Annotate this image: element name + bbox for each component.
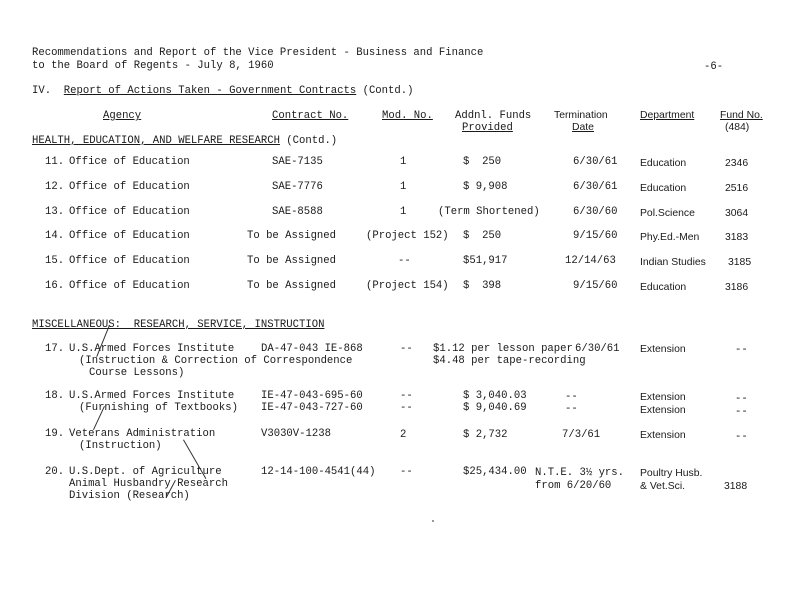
header-line-1: Recommendations and Report of the Vice President - Business and Finance (32, 47, 484, 59)
row-13-contract: SAE-8588 (272, 206, 323, 218)
row-11-agency: Office of Education (69, 156, 190, 168)
col-funds-line-1: Addnl. Funds (455, 110, 532, 122)
row-19-term: 7/3/61 (562, 429, 601, 441)
row-11-contract: SAE-7135 (272, 156, 323, 168)
row-15-fund: 3185 (728, 257, 752, 268)
row-17-funds-2: $4.48 per tape-recording (433, 355, 586, 367)
row-16-funds: $ 398 (463, 280, 502, 292)
row-19-dept: Extension (640, 430, 686, 441)
row-12-mod: 1 (400, 181, 407, 193)
row-12-term: 6/30/61 (573, 181, 618, 193)
row-17-num: 17. (45, 343, 65, 355)
row-11-mod: 1 (400, 156, 407, 168)
row-19-mod: 2 (400, 429, 407, 441)
row-14-mod: (Project 152) (366, 230, 449, 242)
row-18-contract-1: IE-47-043-695-60 (261, 390, 363, 402)
row-13-mod: 1 (400, 206, 407, 218)
col-fund-line-1: Fund No. (720, 110, 763, 121)
row-18-mod-1: -- (400, 390, 413, 402)
row-13-dept: Pol.Science (640, 208, 695, 219)
col-agency: Agency (103, 110, 142, 122)
row-18-fund-1: -- (735, 393, 748, 405)
row-18-dept-1: Extension (640, 392, 686, 403)
row-20-mod: -- (400, 466, 413, 478)
row-17-fund: -- (735, 344, 748, 356)
row-15-contract: To be Assigned (247, 255, 337, 267)
row-12-fund: 2516 (725, 183, 749, 194)
row-11-funds: $ 250 (463, 156, 502, 168)
row-15-dept: Indian Studies (640, 257, 706, 268)
row-16-mod: (Project 154) (366, 280, 449, 292)
row-11-term: 6/30/61 (573, 156, 618, 168)
row-14-num: 14. (45, 230, 65, 242)
row-14-funds: $ 250 (463, 230, 502, 242)
row-19-funds: $ 2,732 (463, 429, 508, 441)
row-18-num: 18. (45, 390, 65, 402)
row-20-dept-2: & Vet.Sci. (640, 481, 686, 492)
row-20-term-2: from 6/20/60 (535, 480, 612, 492)
col-contract: Contract No. (272, 110, 349, 122)
row-13-term: 6/30/60 (573, 206, 618, 218)
row-19-sub-1: (Instruction) (79, 440, 162, 452)
row-18-sub-1: (Furnishing of Textbooks) (79, 402, 238, 414)
row-18-mod-2: -- (400, 402, 413, 414)
row-16-fund: 3186 (725, 282, 749, 293)
row-17-sub-2: Course Lessons) (89, 367, 185, 379)
row-17-contract: DA-47-043 IE-868 (261, 343, 363, 355)
row-15-agency: Office of Education (69, 255, 190, 267)
row-20-fund: 3188 (724, 481, 748, 492)
row-14-contract: To be Assigned (247, 230, 337, 242)
row-14-term: 9/15/60 (573, 230, 618, 242)
row-19-fund: -- (735, 431, 748, 443)
section-title: Report of Actions Taken - Government Contracts (63, 85, 357, 97)
row-17-sub-1: (Instruction & Correction of Correspondence (79, 355, 353, 367)
row-16-dept: Education (640, 282, 687, 293)
row-19-contract: V3030V-1238 (261, 428, 331, 440)
section-contd: (Contd.) (362, 85, 414, 97)
row-18-funds-1: $ 3,040.03 (463, 390, 527, 402)
col-fund-line-2: (484) (725, 122, 750, 133)
row-12-num: 12. (45, 181, 65, 193)
row-17-mod: -- (400, 343, 413, 355)
row-16-num: 16. (45, 280, 65, 292)
col-funds-line-2: Provided (462, 122, 513, 134)
row-20-funds: $25,434.00 (463, 466, 527, 478)
row-18-funds-2: $ 9,040.69 (463, 402, 527, 414)
row-18-fund-2: -- (735, 406, 748, 418)
row-17-funds-1: $1.12 per lesson paper (433, 343, 573, 355)
row-13-fund: 3064 (725, 208, 749, 219)
row-20-sub-1: Animal Husbandry Research (69, 478, 228, 490)
row-12-funds: $ 9,908 (463, 181, 508, 193)
row-15-mod: -- (398, 255, 411, 267)
row-20-agency: U.S.Dept. of Agriculture (69, 466, 222, 478)
row-18-agency: U.S.Armed Forces Institute (69, 390, 235, 402)
hew-heading (32, 135, 337, 147)
row-20-sub-2: Division (Research) (69, 490, 190, 502)
row-20-contract: 12-14-100-4541(44) (261, 466, 376, 478)
row-15-funds: $51,917 (463, 255, 508, 267)
row-11-dept: Education (640, 158, 687, 169)
row-12-contract: SAE-7776 (272, 181, 323, 193)
row-13-funds: (Term Shortened) (438, 206, 540, 218)
row-14-fund: 3183 (725, 232, 749, 243)
row-16-term: 9/15/60 (573, 280, 618, 292)
hew-heading-text: HEALTH, EDUCATION, AND WELFARE RESEARCH (32, 135, 280, 147)
col-term-line-1: Termination (554, 110, 608, 121)
col-mod: Mod. No. (382, 110, 433, 122)
row-11-fund: 2346 (725, 158, 749, 169)
row-17-agency: U.S.Armed Forces Institute (69, 343, 235, 355)
row-19-num: 19. (45, 428, 65, 440)
row-17-term: 6/30/61 (575, 343, 620, 355)
row-19-agency: Veterans Administration (69, 428, 216, 440)
row-16-contract: To be Assigned (247, 280, 337, 292)
row-20-num: 20. (45, 466, 65, 478)
row-18-contract-2: IE-47-043-727-60 (261, 402, 363, 414)
row-13-num: 13. (45, 206, 65, 218)
row-14-dept: Phy.Ed.-Men (640, 232, 700, 243)
row-18-dept-2: Extension (640, 405, 686, 416)
row-18-term-1: -- (565, 391, 578, 403)
header-line-2: to the Board of Regents - July 8, 1960 (32, 60, 274, 72)
row-15-num: 15. (45, 255, 65, 267)
section-heading (32, 85, 413, 97)
section-number: IV. (32, 85, 52, 97)
row-20-dept-1: Poultry Husb. (640, 468, 703, 479)
row-16-agency: Office of Education (69, 280, 190, 292)
hew-heading-contd: (Contd.) (286, 135, 338, 147)
row-12-agency: Office of Education (69, 181, 190, 193)
page-number: -6- (704, 61, 724, 73)
row-13-agency: Office of Education (69, 206, 190, 218)
row-14-agency: Office of Education (69, 230, 190, 242)
row-12-dept: Education (640, 183, 687, 194)
row-17-dept: Extension (640, 344, 686, 355)
row-20-term-1: N.T.E. 3½ yrs. (535, 467, 625, 479)
row-11-num: 11. (45, 156, 65, 168)
col-dept: Department (640, 110, 695, 121)
row-15-term: 12/14/63 (565, 255, 616, 267)
paper-speck (432, 520, 434, 522)
col-funds (455, 110, 531, 122)
row-18-term-2: -- (565, 403, 578, 415)
col-term-line-2: Date (572, 122, 594, 133)
misc-heading: MISCELLANEOUS: RESEARCH, SERVICE, INSTRUCTION (32, 319, 325, 331)
